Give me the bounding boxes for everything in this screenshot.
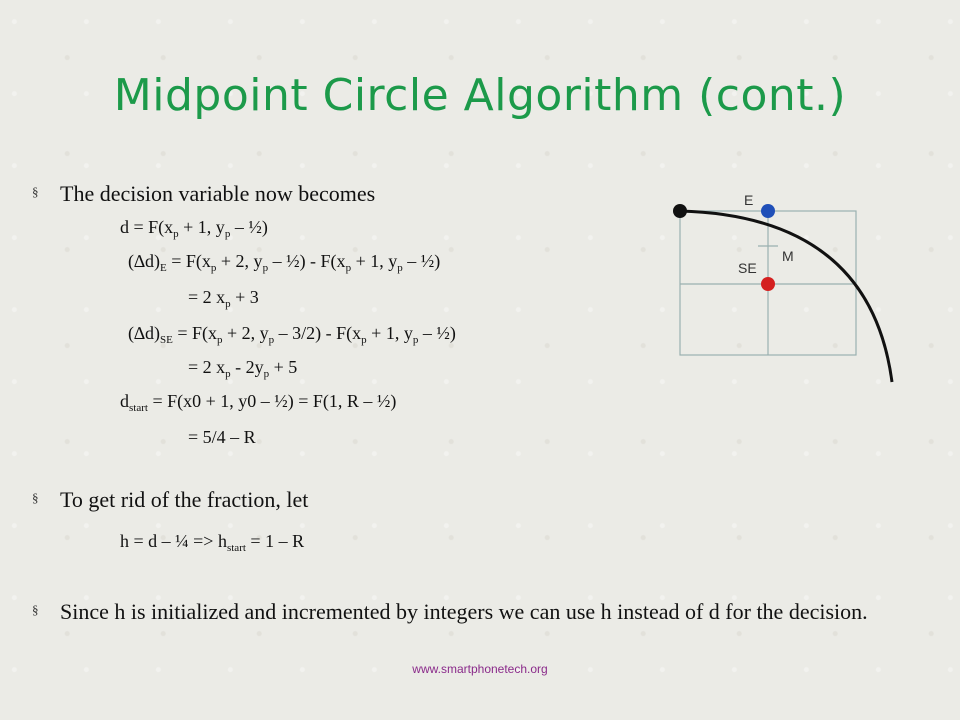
- equation-h: h = d – ¼ => $h_{start} = 1 - R$: [120, 531, 305, 554]
- bullet-marker: §: [32, 490, 39, 505]
- label-m: M: [782, 248, 794, 264]
- bullet-text: Since h is initialized and incremented by integers we can use h instead of d for the decision.: [60, 599, 868, 624]
- bullet-text: The decision variable now becomes: [60, 181, 376, 206]
- bullet-text: To get rid of the fraction, let: [60, 487, 309, 512]
- label-se: SE: [738, 260, 757, 276]
- circle-arc: [680, 211, 892, 382]
- footer-url: www.smartphonetech.org: [412, 662, 548, 676]
- midpoint-diagram: [660, 186, 920, 396]
- equation-d: $d = F(x_p + 1$, $y_p$ – ½): [120, 217, 268, 240]
- equation-delta-e: $(\Delta d)_E = F(x_p + 2$, $y_p$ – ½) - $F(x_p + 1$, $y_p$ – ½): [128, 251, 441, 274]
- equation-delta-se-result: = 2 $x_p - 2y_p + 5$: [188, 357, 298, 380]
- bullet-integers: [32, 598, 940, 626]
- label-e: E: [744, 192, 754, 208]
- bullet-decision-variable: [32, 180, 376, 208]
- e-pixel-point: [761, 204, 775, 218]
- equation-d-start: $d_{start} = F(x0 + 1$, y0 – ½) = F(1, R – ½): [120, 391, 397, 414]
- bullet-marker: §: [32, 602, 39, 617]
- se-pixel-point: [761, 277, 775, 291]
- equation-delta-e-result: = 2 $x_p + 3$: [188, 287, 259, 310]
- bullet-marker: §: [32, 184, 39, 199]
- equation-delta-se: $(\Delta d)_{SE} = F(x_p + 2$, $y_p - 3/2) - F(x_p + 1$, $y_p$ – ½): [128, 323, 456, 346]
- current-pixel-point: [673, 204, 687, 218]
- bullet-fraction: [32, 486, 309, 514]
- slide-title: Midpoint Circle Algorithm (cont.): [113, 70, 847, 121]
- equation-d-start-result: = 5/4 – R: [188, 427, 256, 447]
